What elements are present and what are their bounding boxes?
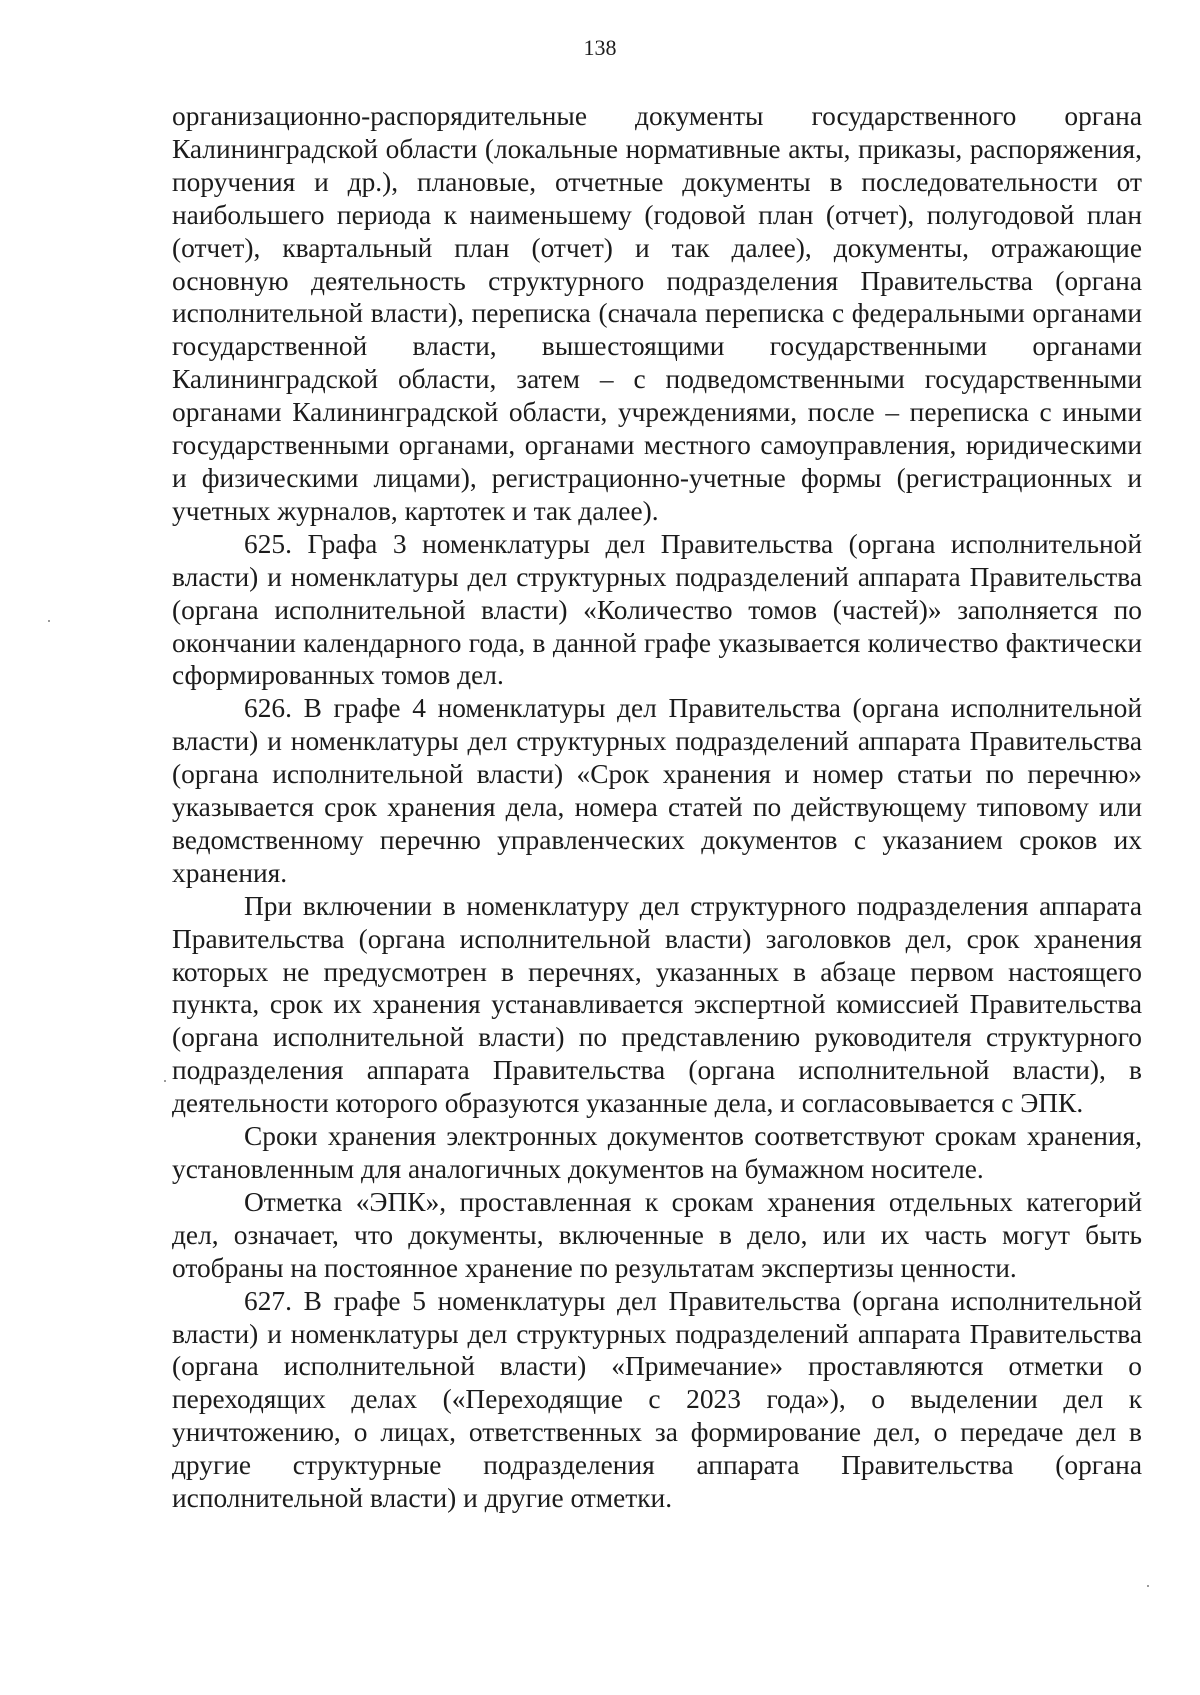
scan-speck <box>48 620 50 622</box>
paragraph-continuation: организационно-распорядительные документы государственного органа Калининградской области (локальные нормативные акты, приказы, распоряжения, поручения и др.), плановые, отчетные документы в последовательности от наибольшего периода к наименьшему (годовой план (отчет), полугодовой план (отчет), квартальный план (отчет) и так далее), документы, отражающие основную деятельность структурного подразделения Правительства (органа исполнительной власти), переписка (сначала переписка с федеральными органами государственной власти, вышестоящими государственными органами Калининградской области, затем – с подведомственными государственными органами Калининградской области, учреждениями, после – переписка с иными государственными органами, органами местного самоуправления, юридическими и физическими лицами), регистрационно-учетные формы (регистрационных и учетных журналов, картотек и так далее). <box>172 101 1142 526</box>
paragraph-item-626: 626. В графе 4 номенклатуры дел Правительства (органа исполнительной власти) и номенклатуры дел структурных подразделений аппарата Правительства (органа исполнительной власти) «Срок хранения и номер статьи по перечню» указывается срок хранения дела, номера статей по действующему типовому или ведомственному перечню управленческих документов с указанием сроков их хранения. <box>172 693 1142 888</box>
document-body <box>172 100 1142 1515</box>
paragraph-electronic-documents: Сроки хранения электронных документов соответствуют срокам хранения, установленным для аналогичных документов на бумажном носителе. <box>172 1121 1142 1184</box>
scan-speck <box>1147 1585 1149 1587</box>
scan-speck <box>164 1080 166 1082</box>
paragraph-item-627: 627. В графе 5 номенклатуры дел Правительства (органа исполнительной власти) и номенклатуры дел структурных подразделений аппарата Правительства (органа исполнительной власти) «Примечание» проставляются отметки о переходящих делах («Переходящие с 2023 года»), о выделении дел к уничтожению, о лицах, ответственных за формирование дел, о передаче дел в другие структурные подразделения аппарата Правительства (органа исполнительной власти) и другие отметки. <box>172 1285 1142 1514</box>
paragraph-epk-mark: Отметка «ЭПК», проставленная к срокам хранения отдельных категорий дел, означает, что документы, включенные в дело, или их часть могут быть отобраны на постоянное хранение по результатам экспертизы ценности. <box>172 1186 1142 1283</box>
page-number: 138 <box>583 35 617 60</box>
paragraph-item-626-expert-commission: При включении в номенклатуру дел структурного подразделения аппарата Правительства (органа исполнительной власти) заголовков дел, срок хранения которых не предусмотрен в перечнях, указанных в абзаце первом настоящего пункта, срок их хранения устанавливается экспертной комиссией Правительства (органа исполнительной власти) по представлению руководителя структурного подразделения аппарата Правительства (органа исполнительной власти), в деятельности которого образуются указанные дела, и согласовывается с ЭПК. <box>172 890 1142 1119</box>
paragraph-item-625: 625. Графа 3 номенклатуры дел Правительства (органа исполнительной власти) и номенклатуры дел структурных подразделений аппарата Правительства (органа исполнительной власти) «Количество томов (частей)» заполняется по окончании календарного года, в данной графе указывается количество фактически сформированных томов дел. <box>172 528 1142 691</box>
